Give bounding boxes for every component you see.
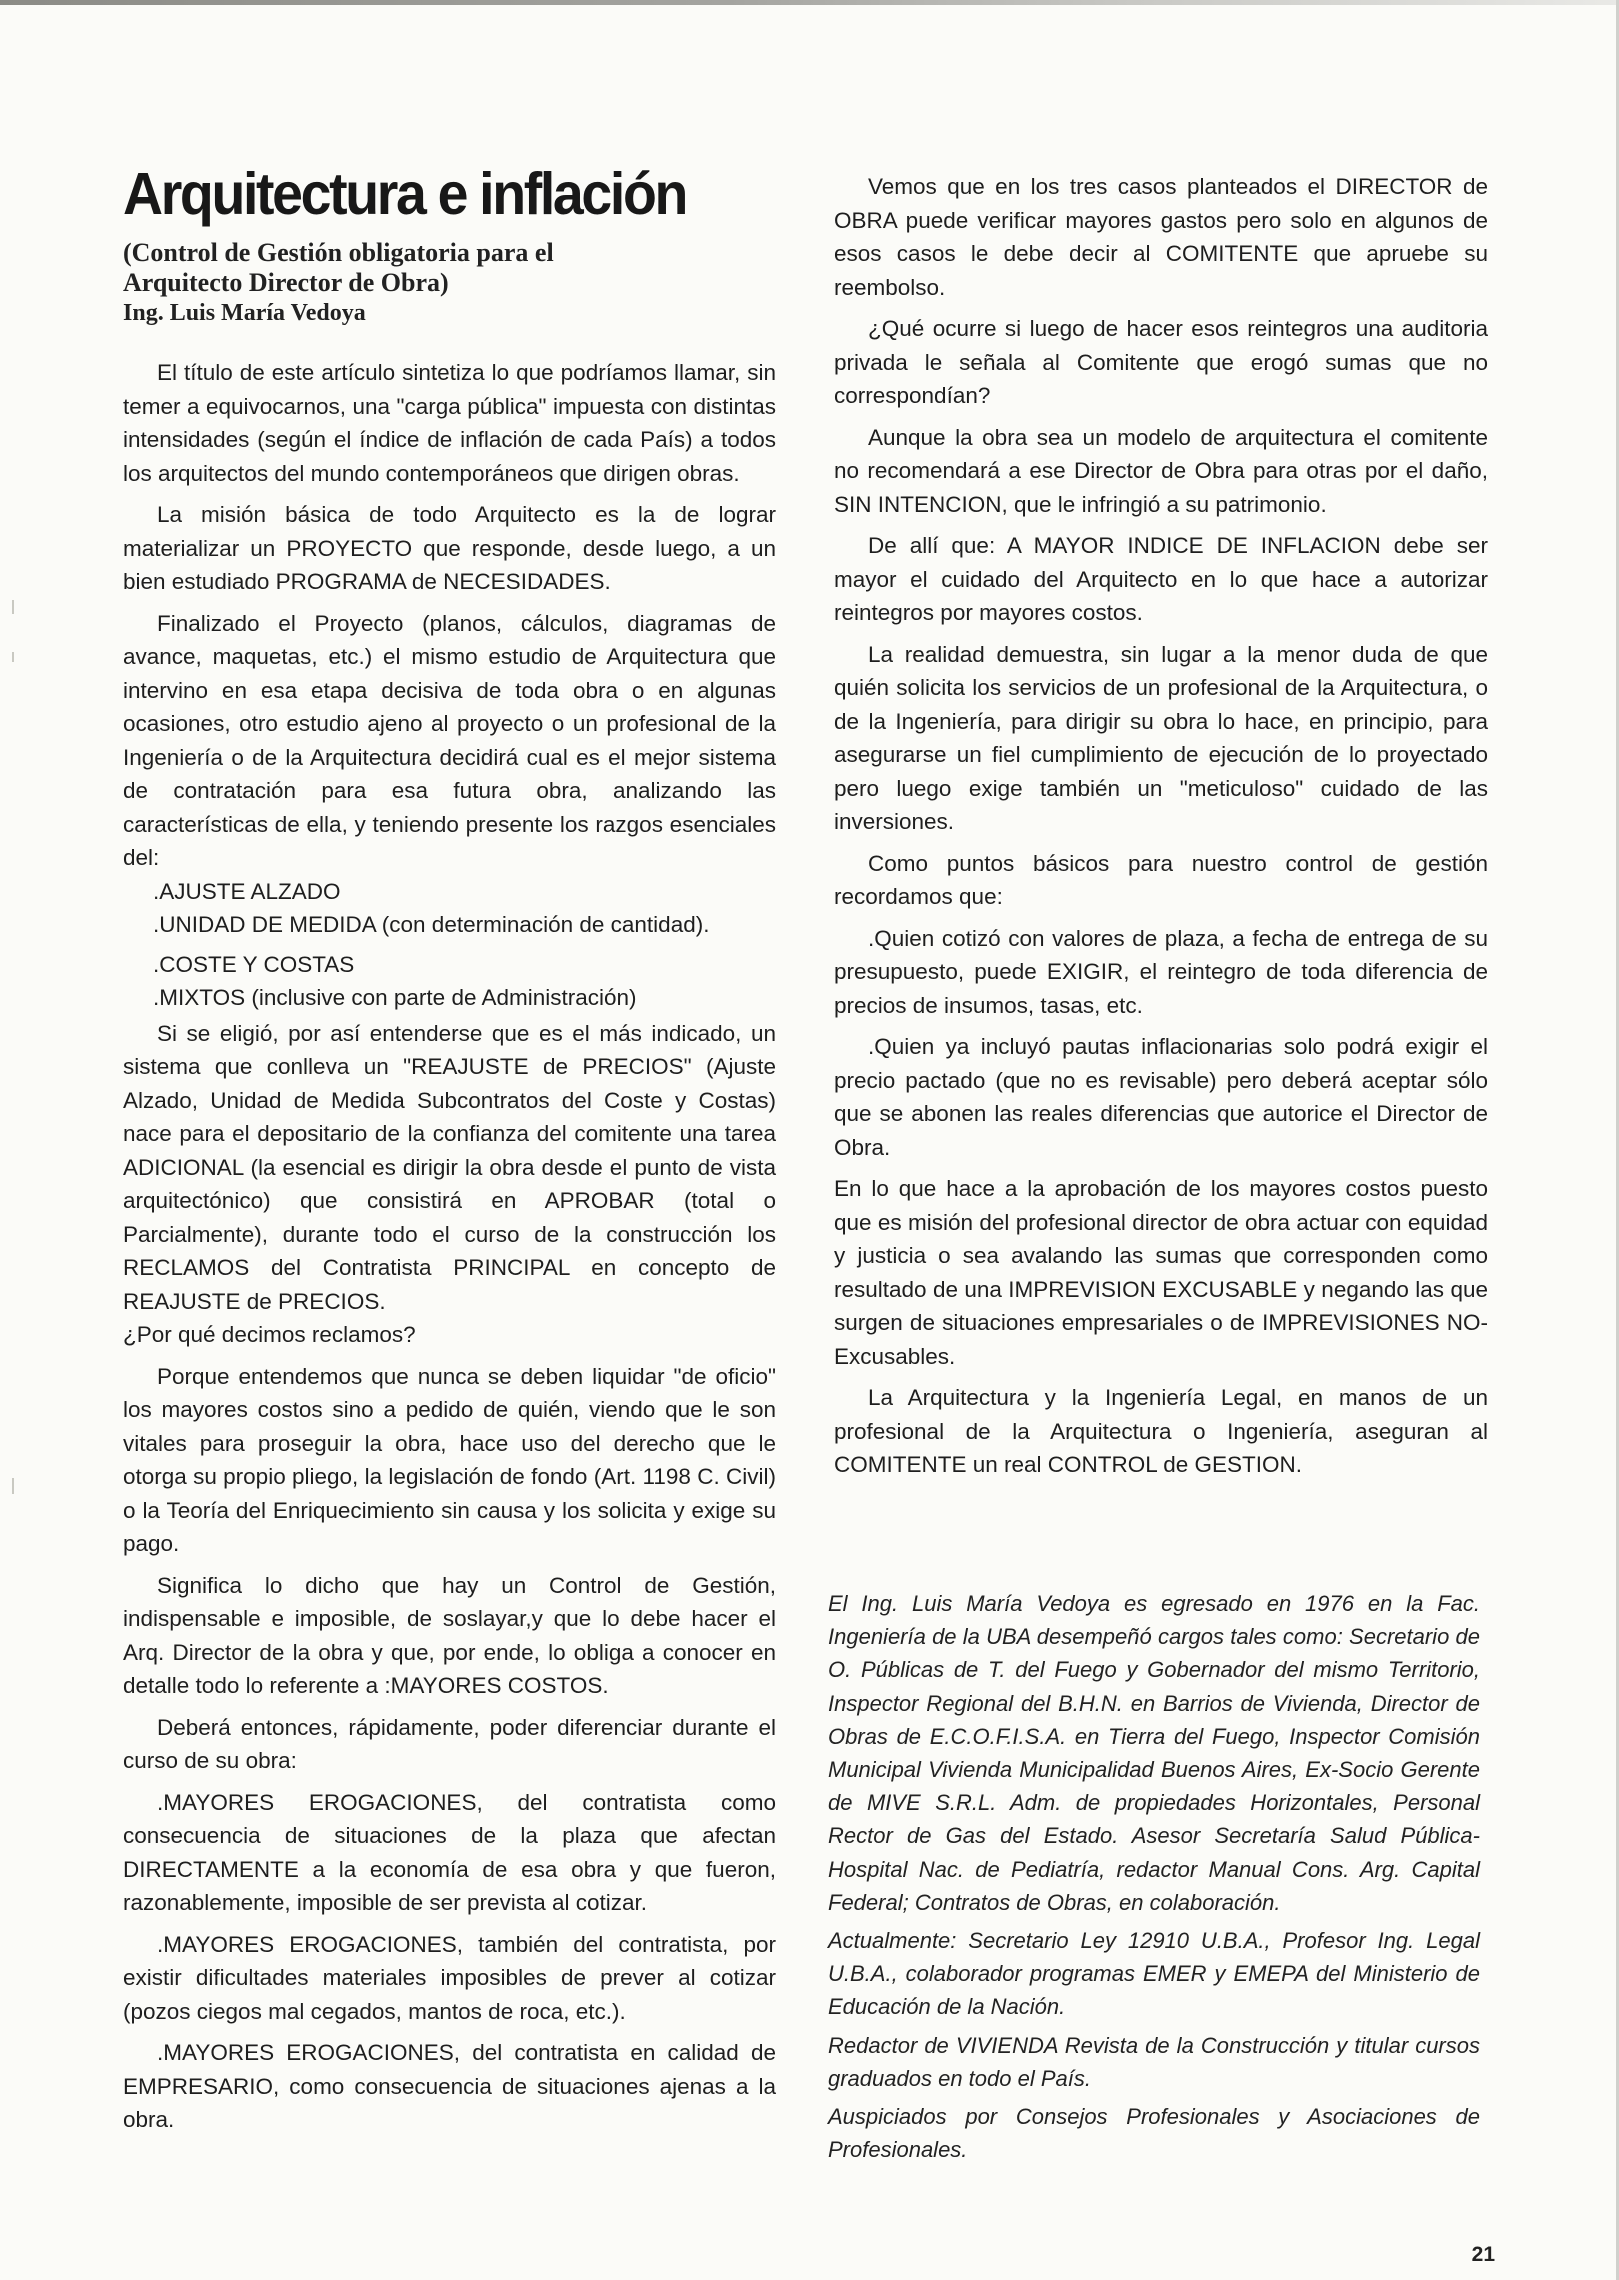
article-subtitle-line1: (Control de Gestión obligatoria para el [123, 238, 554, 267]
paragraph: La Arquitectura y la Ingeniería Legal, en manos de un profesional de la Arquitectura o Ingeniería, aseguran al COMITENTE un real CONTROL de GESTION. [834, 1385, 1488, 1477]
paragraph: Significa lo dicho que hay un Control de Gestión, indispensable e imposible, de soslayar,y que lo debe hacer el Arq. Director de la obra y que, por ende, lo obliga a conocer en detalle todo lo referente a :MAYORES COSTOS. [123, 1572, 776, 1698]
article-author: Ing. Luis María Vedoya [123, 300, 366, 326]
paragraph: El título de este artículo sintetiza lo que podríamos llamar, sin temer a equivocarnos, una "carga pública" impuesta con distintas intensidades (según el índice de inflación de cada País) a todos los arquitectos del mundo contemporáneos que dirigen obras. [123, 360, 776, 486]
paragraph: Vemos que en los tres casos planteados el DIRECTOR de OBRA puede verificar mayores gastos pero solo en algunos de esos casos le debe decir al COMITENTE que apruebe su reembolso. [834, 174, 1488, 300]
right-column [834, 170, 1488, 1490]
paragraph: Aunque la obra sea un modelo de arquitectura el comitente no recomendará a ese Director de Obra para otras por el daño, SIN INTENCION, que le infringió a su patrimonio. [834, 424, 1488, 517]
article-subtitle-line2: Arquitecto Director de Obra) [123, 268, 449, 297]
page-number: 21 [1471, 2243, 1495, 2266]
paragraph: .Quien cotizó con valores de plaza, a fecha de entrega de su presupuesto, puede EXIGIR, el reintegro de toda diferencia de precios de insumos, tasas, etc. [834, 925, 1488, 1018]
list-item: .UNIDAD DE MEDIDA (con determinación de cantidad). [153, 912, 710, 937]
author-bio [828, 1587, 1480, 2171]
paragraph: Finalizado el Proyecto (planos, cálculos, diagramas de avance, maquetas, etc.) el mismo estudio de Arquitectura que intervino en esa etapa decisiva de toda obra o en algunas ocasiones, otro estudio ajeno al proyecto o un profesional de la Ingeniería o de la Arquitectura decidirá cual es el mejor sistema de contratación para esa futura obra, analizando las características de ella, y teniendo presente los razgos esenciales del: [123, 610, 776, 870]
paragraph: Como puntos básicos para nuestro control de gestión recordamos que: [834, 850, 1488, 909]
bio-paragraph: Actualmente: Secretario Ley 12910 U.B.A., Profesor Ing. Legal U.B.A., colaborador programas EMER y EMEPA del Ministerio de Educación de la Nación. [828, 1928, 1480, 2020]
margin-mark [12, 1478, 18, 1494]
left-column [123, 160, 776, 2145]
margin-mark [12, 652, 18, 662]
paragraph: ¿Por qué decimos reclamos? [123, 1322, 416, 1347]
bio-paragraph: El Ing. Luis María Vedoya es egresado en 1976 en la Fac. Ingeniería de la UBA desempeñó cargos tales como: Secretario de O. Públicas de T. del Fuego y Gobernador del mismo Territorio, Inspector Regional del B.H.N. en Barrios de Vivienda, Director de Obras de E.C.O.F.I.S.A. en Tierra del Fuego, Inspector Comisión Municipal Vivienda Municipalidad Buenos Aires, Ex-Socio Gerente de MIVE S.R.L. Adm. de propiedades Horizontales, Personal Rector de Gas del Estado. Asesor Secretaría Salud Pública-Hospital Nac. de Pediatría, redactor Manual Cons. Arg. Capital Federal; Contratos de Obras, en colaboración. [828, 1591, 1480, 1915]
paragraph: .Quien ya incluyó pautas inflacionarias solo podrá exigir el precio pactado (que no es revisable) pero deberá aceptar sólo que se abonen las reales diferencias que autorice el Director de Obra. [834, 1034, 1488, 1160]
paragraph: Si se eligió, por así entenderse que es el más indicado, un sistema que conlleva un "REAJUSTE de PRECIOS" (Ajuste Alzado, Unidad de Medida Subcontratos del Coste y Costas) nace para el depositario de la confianza del comitente una tarea ADICIONAL (la esencial es dirigir la obra desde el punto de vista arquitectónico) que consistirá en APROBAR (total o Parcialmente), durante todo el curso de la construcción los RECLAMOS del Contratista PRINCIPAL en concepto de REAJUSTE de PRECIOS. [123, 1020, 776, 1314]
page-top-edge [0, 0, 1619, 5]
list-item: .AJUSTE ALZADO [153, 878, 341, 904]
paragraph: La realidad demuestra, sin lugar a la menor duda de que quién solicita los servicios de un profesional de la Arquitectura, o de la Ingeniería, para dirigir su obra lo hace, en principio, para asegurarse un fiel cumplimiento de ejecución de lo proyectado pero luego exige también un "meticuloso" cuidado de las inversiones. [834, 641, 1488, 834]
paragraph: En lo que hace a la aprobación de los mayores costos puesto que es misión del profesional director de obra actuar con equidad y justicia o sea avalando las sumas que corresponden como resultado de una IMPREVISION EXCUSABLE y negando las que surgen de situaciones empresariales o de IMPREVISIONES NO-Excusables. [834, 1176, 1488, 1369]
paragraph: De allí que: A MAYOR INDICE DE INFLACION debe ser mayor el cuidado del Arquitecto en lo que hace a autorizar reintegros por mayores costos. [834, 533, 1488, 625]
bio-paragraph: Auspiciados por Consejos Profesionales y Asociaciones de Profesionales. [828, 2104, 1480, 2163]
list-item: .COSTE Y COSTAS [153, 951, 355, 977]
paragraph: Deberá entonces, rápidamente, poder diferenciar durante el curso de su obra: [123, 1714, 776, 1773]
paragraph: La misión básica de todo Arquitecto es la de lograr materializar un PROYECTO que responde, desde luego, a un bien estudiado PROGRAMA de NECESIDADES. [123, 502, 776, 594]
paragraph: .MAYORES EROGACIONES, del contratista como consecuencia de situaciones de la plaza que afectan DIRECTAMENTE a la economía de esa obra y que fueron, razonablemente, imposible de ser prevista al cotizar. [123, 1789, 776, 1915]
list-item: .MIXTOS (inclusive con parte de Administración) [153, 985, 637, 1010]
article-title: Arquitectura e inflación [123, 161, 687, 227]
paragraph: Porque entendemos que nunca se deben liquidar "de oficio" los mayores costos sino a pedido de quién, viendo que le son vitales para proseguir la obra, hace uso del derecho que le otorga su propio pliego, la legislación de fondo (Art. 1198 C. Civil) o la Teoría del Enriquecimiento sin causa y los solicita y exige su pago. [123, 1363, 776, 1556]
margin-mark [12, 600, 18, 614]
paragraph: .MAYORES EROGACIONES, también del contratista, por existir dificultades materiales imposibles de prever al cotizar (pozos ciegos mal cegados, mantos de roca, etc.). [123, 1931, 776, 2024]
bio-paragraph: Redactor de VIVIENDA Revista de la Construcción y titular cursos graduados en todo el País. [828, 2032, 1480, 2091]
paragraph: ¿Qué ocurre si luego de hacer esos reintegros una auditoria privada le señala al Comitente que erogó sumas que no correspondían? [834, 316, 1488, 408]
paragraph: .MAYORES EROGACIONES, del contratista en calidad de EMPRESARIO, como consecuencia de situaciones ajenas a la obra. [123, 2040, 776, 2132]
